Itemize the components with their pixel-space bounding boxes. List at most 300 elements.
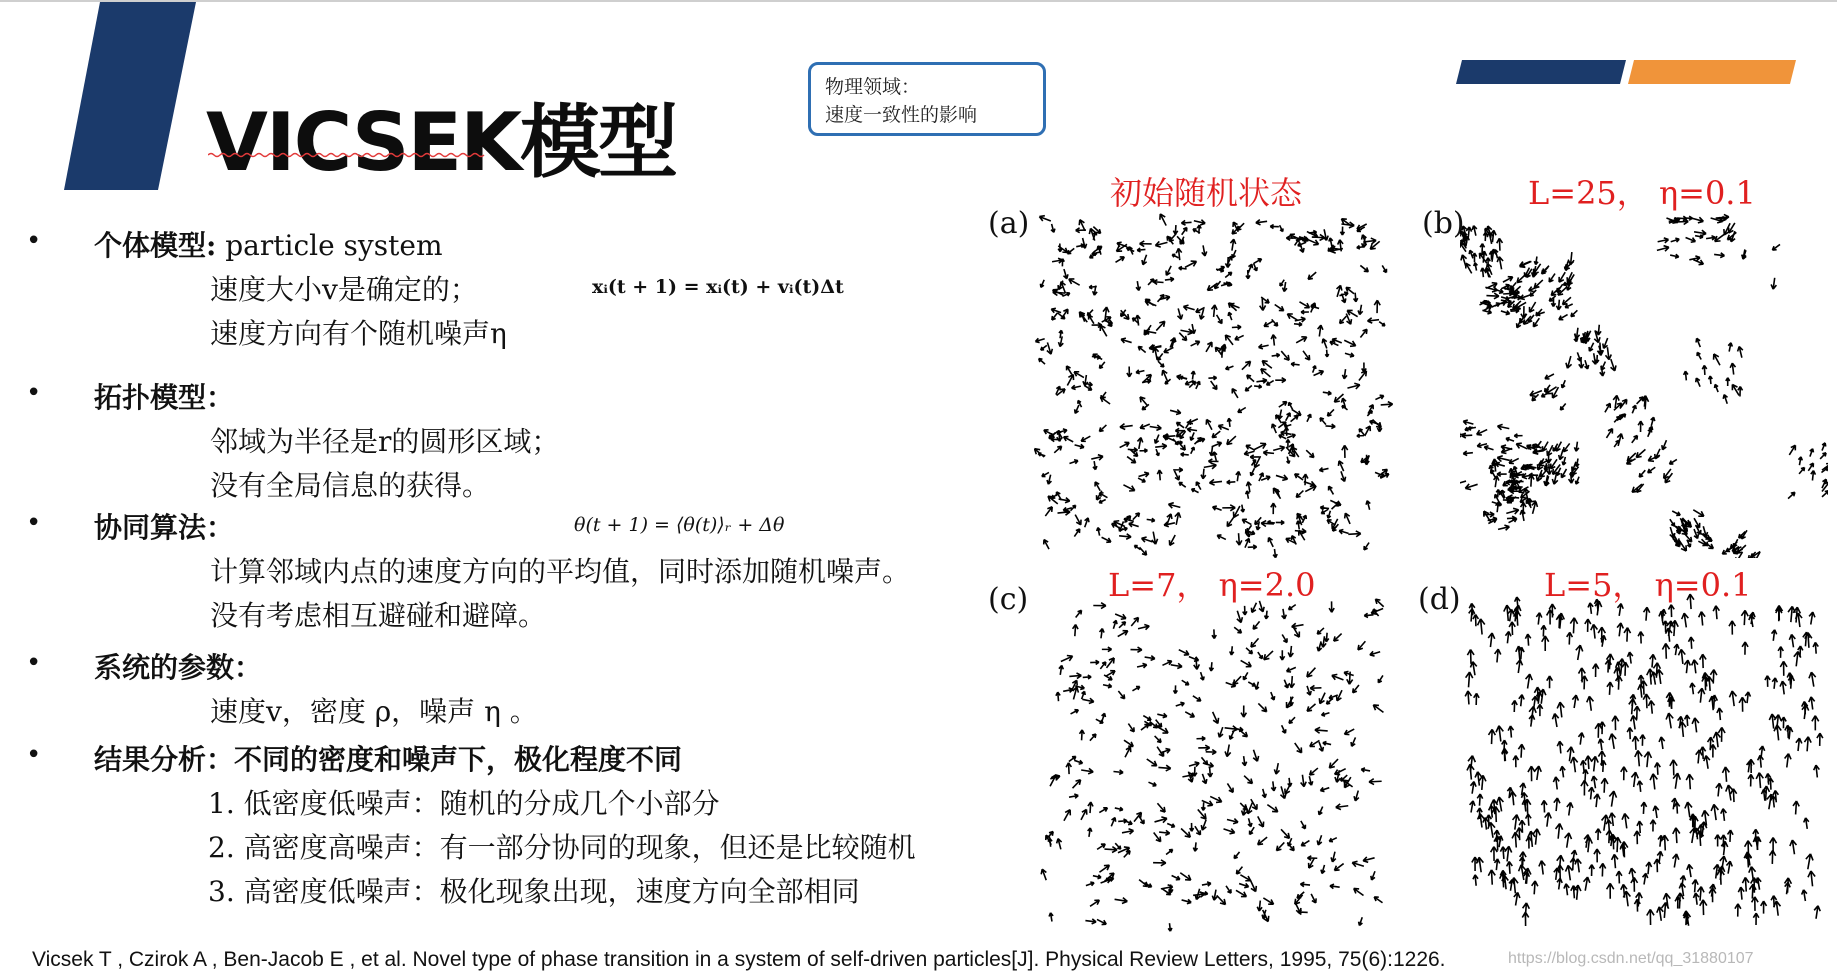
particle-arrow: [1371, 871, 1375, 880]
particle-arrow: [1099, 865, 1109, 872]
particle-arrow: [1317, 641, 1322, 651]
particle-arrow: [1307, 704, 1315, 711]
particle-arrow: [1104, 847, 1117, 853]
navy-slanted-bar: [62, 0, 202, 192]
particle-arrow: [1549, 274, 1555, 282]
particle-arrow: [1722, 767, 1729, 782]
particle-arrow: [1236, 533, 1242, 545]
particle-arrow: [1340, 227, 1344, 235]
particle-arrow: [1650, 820, 1655, 832]
particle-arrow: [1251, 638, 1259, 647]
particle-arrow: [1345, 353, 1354, 357]
particle-arrow: [1623, 891, 1630, 906]
particle-arrow: [1295, 474, 1303, 480]
particle-arrow: [1130, 647, 1141, 652]
particle-arrow: [1354, 293, 1358, 302]
particle-arrow: [1179, 482, 1186, 487]
particle-arrow: [1519, 820, 1525, 833]
particle-arrow: [1072, 385, 1081, 389]
particle-arrow: [1335, 769, 1346, 775]
particle-arrow: [1227, 783, 1233, 792]
section-5-line-3: 3. 高密度低噪声：极化现象出现，速度方向全部相同: [208, 875, 860, 908]
particle-arrow: [1686, 774, 1693, 789]
particle-arrow: [1651, 417, 1655, 426]
particle-arrow: [1785, 754, 1791, 768]
particle-arrow: [1358, 305, 1363, 315]
bullet-3: •: [26, 508, 42, 538]
particle-arrow: [1230, 646, 1234, 655]
particle-arrow: [1469, 609, 1475, 622]
particle-arrow: [1196, 482, 1201, 490]
particle-arrow: [1115, 807, 1123, 811]
particle-arrow: [1147, 759, 1157, 766]
particle-arrow: [1210, 796, 1222, 802]
particle-arrow: [1488, 870, 1495, 885]
particle-arrow: [1213, 712, 1219, 724]
particle-arrow: [1301, 841, 1309, 846]
panel-a-particles: [1034, 212, 1394, 558]
particle-arrow: [1369, 779, 1382, 785]
particle-arrow: [1315, 727, 1328, 733]
particle-arrow: [1162, 661, 1171, 666]
particle-arrow: [1696, 750, 1702, 764]
particle-arrow: [1258, 652, 1263, 659]
particle-arrow: [1514, 892, 1520, 905]
particle-arrow: [1692, 718, 1699, 733]
particle-arrow: [1296, 491, 1303, 498]
particle-arrow: [1039, 358, 1045, 364]
particle-arrow: [1288, 778, 1292, 787]
particle-arrow: [1640, 735, 1645, 746]
particle-arrow: [1035, 338, 1044, 342]
particle-arrow: [1636, 449, 1645, 457]
particle-arrow: [1054, 446, 1061, 453]
particle-arrow: [1692, 660, 1698, 674]
particle-arrow: [1570, 618, 1577, 634]
particle-arrow: [1127, 457, 1136, 463]
particle-arrow: [1225, 335, 1233, 345]
particle-arrow: [1041, 345, 1047, 350]
particle-arrow: [1772, 678, 1777, 689]
particle-arrow: [1758, 755, 1764, 767]
particle-arrow: [1100, 362, 1105, 368]
particle-arrow: [1340, 316, 1347, 323]
particle-arrow: [1474, 693, 1479, 705]
particle-arrow: [1771, 278, 1776, 289]
particle-arrow: [1576, 645, 1583, 660]
particle-arrow: [1578, 733, 1584, 745]
particle-arrow: [1320, 418, 1326, 425]
panel-d-particles: [1460, 592, 1828, 932]
particle-arrow: [1774, 901, 1781, 916]
particle-arrow: [1218, 727, 1223, 737]
particle-arrow: [1517, 274, 1526, 282]
particle-arrow: [1201, 819, 1206, 830]
particle-arrow: [1329, 601, 1334, 612]
particle-arrow: [1061, 259, 1065, 267]
particle-arrow: [1609, 791, 1616, 807]
particle-arrow: [1058, 313, 1065, 319]
particle-arrow: [1099, 808, 1107, 813]
particle-arrow: [1364, 543, 1369, 550]
particle-arrow: [1692, 880, 1698, 893]
particle-arrow: [1258, 816, 1264, 827]
particle-arrow: [1081, 809, 1087, 820]
particle-arrow: [1152, 532, 1158, 545]
particle-arrow: [1601, 778, 1608, 793]
particle-arrow: [1309, 776, 1313, 785]
particle-arrow: [1617, 434, 1623, 446]
particle-arrow: [1202, 774, 1207, 784]
particle-arrow: [1655, 763, 1661, 775]
particle-arrow: [1275, 378, 1286, 383]
particle-arrow: [1064, 437, 1074, 442]
particle-arrow: [1193, 696, 1201, 701]
particle-arrow: [1320, 787, 1329, 791]
particle-arrow: [1370, 241, 1379, 249]
particle-arrow: [1672, 511, 1680, 515]
particle-arrow: [1248, 818, 1252, 826]
particle-arrow: [1562, 380, 1566, 388]
particle-arrow: [1361, 768, 1370, 772]
particle-arrow: [1668, 605, 1674, 617]
particle-arrow: [1532, 881, 1538, 894]
particle-arrow: [1245, 538, 1250, 547]
particle-arrow: [1374, 897, 1382, 903]
particle-arrow: [1366, 501, 1370, 510]
particle-arrow: [1157, 353, 1162, 360]
particle-arrow: [1498, 525, 1509, 530]
particle-arrow: [1359, 917, 1363, 925]
particle-arrow: [1506, 438, 1514, 442]
particle-arrow: [1097, 919, 1106, 924]
particle-arrow: [1288, 646, 1293, 657]
particle-arrow: [1486, 293, 1498, 299]
particle-arrow: [1752, 897, 1759, 911]
particle-arrow: [1243, 606, 1247, 615]
particle-arrow: [1123, 485, 1134, 491]
particle-arrow: [1497, 238, 1503, 250]
particle-arrow: [1273, 549, 1277, 558]
particle-arrow: [1165, 277, 1174, 281]
particle-arrow: [1317, 835, 1322, 845]
particle-arrow: [1319, 807, 1323, 815]
particle-arrow: [1099, 425, 1106, 432]
particle-arrow: [1711, 804, 1718, 820]
particle-arrow: [1119, 534, 1131, 540]
particle-arrow: [1247, 803, 1252, 814]
particle-arrow: [1530, 302, 1536, 312]
particle-arrow: [1113, 770, 1123, 774]
particle-arrow: [1087, 310, 1093, 316]
particle-arrow: [1465, 691, 1471, 705]
particle-arrow: [1497, 456, 1510, 462]
particle-arrow: [1285, 424, 1292, 427]
particle-arrow: [1809, 697, 1815, 710]
particle-arrow: [1690, 683, 1695, 694]
particle-arrow: [1359, 371, 1366, 381]
particle-arrow: [1185, 712, 1194, 717]
panel-a-label: (a): [988, 206, 1030, 241]
particle-arrow: [1208, 376, 1216, 380]
particle-arrow: [1788, 676, 1794, 689]
particle-arrow: [1227, 436, 1236, 444]
particle-arrow: [1067, 248, 1074, 253]
particle-arrow: [1326, 424, 1336, 429]
slide-title: VICSEK模型: [206, 96, 677, 189]
particle-arrow: [1307, 414, 1311, 422]
particle-arrow: [1212, 431, 1220, 438]
particle-arrow: [1704, 756, 1710, 769]
particle-arrow: [1140, 547, 1147, 555]
particle-arrow: [1810, 449, 1814, 457]
particle-arrow: [1153, 860, 1166, 866]
particle-arrow: [1516, 443, 1527, 449]
particle-arrow: [1155, 736, 1161, 743]
particle-arrow: [1617, 604, 1623, 616]
particle-arrow: [1291, 362, 1299, 366]
particle-arrow: [1632, 405, 1636, 413]
particle-arrow: [1298, 242, 1306, 246]
particle-arrow: [1653, 806, 1659, 818]
particle-arrow: [1657, 246, 1669, 252]
particle-arrow: [1248, 545, 1257, 549]
particle-arrow: [1048, 838, 1052, 847]
particle-arrow: [1822, 443, 1826, 451]
particle-arrow: [1164, 522, 1175, 527]
particle-arrow: [1691, 217, 1703, 223]
section-4-line-1: 速度v，密度 ρ，噪声 η 。: [210, 695, 538, 728]
particle-arrow: [1714, 354, 1720, 365]
particle-arrow: [1614, 416, 1620, 422]
particle-arrow: [1600, 863, 1606, 876]
particle-arrow: [1253, 621, 1259, 629]
particle-arrow: [1556, 615, 1562, 628]
particle-arrow: [1463, 451, 1473, 455]
particle-arrow: [1051, 308, 1061, 313]
particle-arrow: [1348, 531, 1360, 537]
particle-arrow: [1571, 757, 1578, 772]
particle-arrow: [1254, 259, 1262, 264]
particle-arrow: [1559, 315, 1568, 320]
particle-arrow: [1375, 395, 1383, 399]
particle-arrow: [1264, 321, 1273, 326]
particle-arrow: [1075, 444, 1084, 448]
section-2-heading: 拓扑模型：: [94, 381, 235, 414]
particle-arrow: [1073, 687, 1079, 699]
particle-arrow: [1530, 391, 1542, 397]
section-1-head-en: particle system: [216, 229, 443, 262]
particle-arrow: [1069, 794, 1078, 798]
particle-arrow: [1616, 871, 1622, 883]
particle-arrow: [1360, 265, 1368, 271]
particle-arrow: [1632, 436, 1638, 443]
particle-arrow: [1728, 830, 1734, 842]
particle-arrow: [1238, 407, 1246, 412]
particle-arrow: [1571, 310, 1577, 316]
panel-c-particles: [1034, 592, 1394, 932]
particle-arrow: [1100, 662, 1105, 669]
particle-arrow: [1236, 867, 1242, 874]
particle-arrow: [1236, 890, 1246, 896]
particle-arrow: [1462, 433, 1473, 438]
panel-a-title: 初始随机状态: [1110, 174, 1303, 212]
particle-arrow: [1342, 445, 1348, 458]
particle-arrow: [1332, 674, 1344, 679]
particle-arrow: [1560, 404, 1565, 410]
particle-arrow: [1513, 756, 1518, 768]
particle-arrow: [1322, 339, 1327, 349]
particle-arrow: [1715, 384, 1719, 392]
particle-arrow: [1124, 740, 1133, 746]
particle-arrow: [1643, 873, 1648, 884]
particle-arrow: [1067, 366, 1072, 374]
particle-arrow: [1594, 794, 1600, 807]
particle-arrow: [1666, 628, 1672, 642]
particle-arrow: [1650, 774, 1657, 790]
particle-arrow: [1280, 280, 1284, 286]
particle-arrow: [1715, 234, 1725, 242]
particle-arrow: [1647, 909, 1654, 925]
particle-arrow: [1250, 455, 1259, 459]
formula-angle-update: θ(t + 1) = ⟨θ(t)⟩ᵣ + Δθ: [574, 514, 785, 536]
particle-arrow: [1271, 692, 1275, 700]
particle-arrow: [1119, 521, 1124, 531]
particle-arrow: [1142, 537, 1153, 542]
particle-arrow: [1648, 455, 1660, 461]
particle-arrow: [1534, 257, 1538, 265]
particle-arrow: [1057, 839, 1062, 850]
particle-arrow: [1267, 381, 1274, 385]
particle-arrow: [1182, 228, 1187, 235]
particle-arrow: [1567, 802, 1573, 815]
particle-arrow: [1329, 238, 1333, 246]
particle-arrow: [1137, 663, 1147, 667]
particle-arrow: [1090, 900, 1099, 906]
particle-arrow: [1051, 432, 1058, 437]
particle-arrow: [1488, 729, 1495, 744]
particle-arrow: [1674, 802, 1679, 813]
particle-arrow: [1241, 660, 1252, 666]
particle-arrow: [1154, 832, 1161, 841]
spellcheck-underline: [208, 152, 488, 158]
particle-arrow: [1614, 837, 1621, 852]
particle-arrow: [1226, 886, 1231, 893]
particle-arrow: [1741, 610, 1748, 625]
particle-arrow: [1488, 822, 1495, 837]
particle-arrow: [1808, 871, 1815, 886]
particle-arrow: [1497, 257, 1503, 270]
particle-arrow: [1542, 636, 1549, 651]
particle-arrow: [1097, 844, 1105, 849]
particle-arrow: [1212, 890, 1217, 901]
particle-arrow: [1210, 447, 1214, 456]
particle-arrow: [1246, 491, 1250, 499]
particle-arrow: [1781, 717, 1786, 728]
particle-arrow: [1202, 802, 1206, 810]
particle-arrow: [1567, 632, 1573, 644]
section-5-line-2: 2. 高密度高噪声：有一部分协同的现象，但还是比较随机: [208, 831, 916, 864]
particle-arrow: [1700, 654, 1706, 668]
particle-arrow: [1226, 366, 1234, 370]
particle-arrow: [1373, 705, 1383, 712]
particle-arrow: [1140, 397, 1148, 406]
particle-arrow: [1189, 762, 1199, 767]
particle-arrow: [1477, 430, 1488, 435]
particle-arrow: [1585, 360, 1589, 369]
particle-arrow: [1526, 674, 1533, 688]
particle-arrow: [1629, 699, 1636, 715]
particle-arrow: [1820, 453, 1826, 459]
particle-arrow: [1647, 669, 1654, 685]
particle-arrow: [1136, 281, 1140, 290]
particle-arrow: [1609, 813, 1615, 826]
particle-arrow: [1353, 685, 1359, 693]
particle-arrow: [1191, 371, 1195, 380]
particle-arrow: [1177, 422, 1185, 427]
particle-arrow: [1276, 475, 1288, 480]
particle-arrow: [1713, 606, 1719, 619]
particle-arrow: [1172, 875, 1180, 879]
particle-arrow: [1253, 750, 1258, 762]
particle-arrow: [1204, 463, 1217, 469]
particle-arrow: [1339, 292, 1348, 296]
particle-arrow: [1157, 713, 1167, 717]
particle-arrow: [1616, 676, 1623, 690]
particle-arrow: [1359, 429, 1364, 435]
particle-arrow: [1208, 767, 1213, 777]
particle-arrow: [1156, 321, 1165, 330]
particle-arrow: [1529, 715, 1535, 727]
particle-arrow: [1166, 849, 1173, 854]
particle-arrow: [1202, 882, 1211, 886]
particle-arrow: [1547, 445, 1553, 456]
particle-arrow: [1049, 913, 1053, 922]
particle-arrow: [1472, 226, 1477, 236]
particle-arrow: [1155, 444, 1167, 449]
particle-arrow: [1245, 385, 1251, 390]
particle-arrow: [1817, 733, 1823, 746]
particle-arrow: [1685, 802, 1692, 817]
particle-arrow: [1276, 842, 1284, 850]
particle-arrow: [1549, 296, 1555, 301]
particle-arrow: [1565, 304, 1573, 308]
particle-arrow: [1073, 780, 1081, 788]
particle-arrow: [1140, 241, 1152, 247]
particle-arrow: [1247, 375, 1254, 382]
particle-arrow: [1556, 823, 1563, 838]
particle-arrow: [1565, 833, 1572, 848]
particle-arrow: [1557, 878, 1562, 889]
particle-arrow: [1240, 875, 1250, 881]
particle-arrow: [1470, 801, 1475, 813]
particle-arrow: [1634, 831, 1640, 844]
particle-arrow: [1071, 710, 1079, 714]
particle-arrow: [1287, 314, 1297, 320]
particle-arrow: [1181, 220, 1191, 225]
particle-arrow: [1726, 378, 1730, 386]
section-1-heading: [94, 224, 443, 264]
particle-arrow: [1354, 888, 1364, 895]
particle-arrow: [1738, 887, 1744, 900]
particle-arrow: [1056, 692, 1060, 701]
particle-arrow: [1121, 338, 1132, 343]
particle-arrow: [1282, 609, 1287, 619]
particle-arrow: [1272, 319, 1278, 326]
particle-arrow: [1174, 685, 1178, 693]
particle-arrow: [1541, 800, 1547, 812]
particle-arrow: [1466, 672, 1473, 687]
